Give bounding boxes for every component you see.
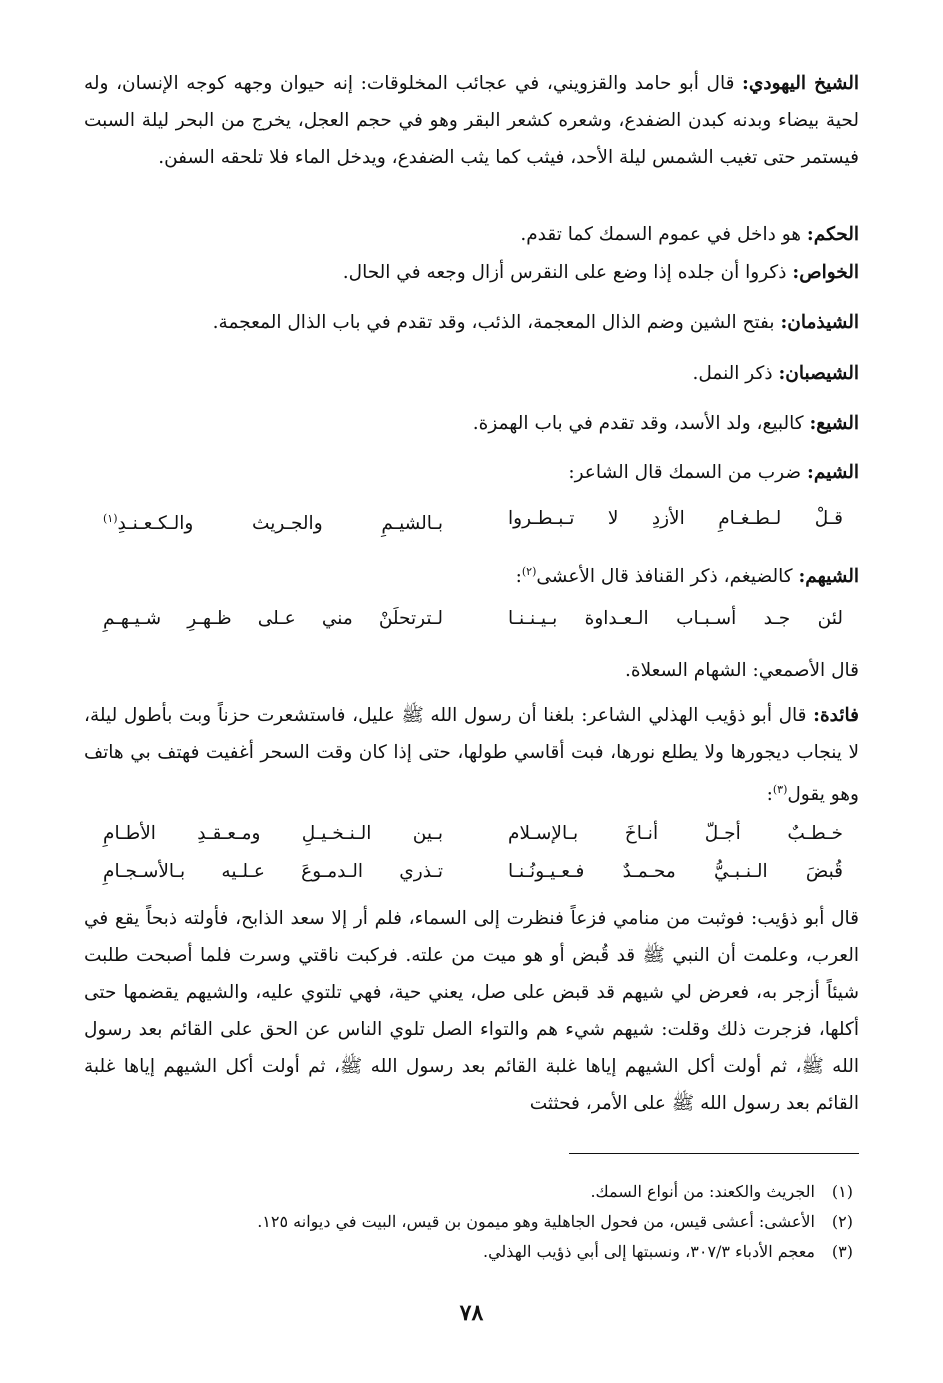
verse-hemistich-right: خـطـبٌ أجـلّ أنـاخَ بـالإسـلام	[508, 823, 843, 844]
abu-dhuayb-paragraph: قال أبو ذؤيب: فوثبت من منامي فزعاً فنظرت إلى السماء، فلم أر إلا سعد الذابح، فأولته ذبحاً يقع في العرب، وعلمت أن النبي ﷺ قد قُبض أو هو ميت من علته. فركبت ناقتي وسرت فلما أصبحت طلبت شيئاً أزجر به، فعرض لي شيهم قد قبض على صل، يعني حية، فهي تلتوي عليه، والشيهم يقضمها حتى أكلها، فزجرت ذلك وقلت: شيهم شيء هم والتواء الصل تلوي الناس عن الحق على القائم بعد رسول الله ﷺ، ثم أولت أكل الشيهم إياها غلبة القائم بعد رسول الله ﷺ، ثم أولت أكل الشيهم إياها غلبة القائم بعد رسول الله ﷺ على الأمر، فحثثت	[84, 908, 859, 1114]
verse-hemistich-left: تـذري الـدمـوعَ عـلـيه بـالأسـجـامِ	[103, 861, 443, 882]
footnote-3	[93, 1237, 853, 1267]
footnote-ref: (٣)	[772, 783, 788, 796]
entry-heading: الخواص:	[792, 262, 859, 283]
faida-paragraph	[84, 697, 859, 813]
footnote-number: (٣)	[831, 1242, 853, 1261]
entry-heading: الشيع:	[809, 413, 859, 434]
verse-row	[103, 853, 843, 890]
entry-heading: الشيهم:	[798, 566, 859, 588]
entry-text: كالبيع، ولد الأسد، وقد تقدم في باب الهمزة.	[472, 413, 810, 434]
footnote-ref: (١)	[103, 512, 118, 525]
entry-text: كالضيغم، ذكر القنافذ قال الأعشى	[536, 566, 799, 588]
page-number: ٧٨	[459, 1300, 484, 1326]
entry-heading: الشيخ اليهودي:	[742, 73, 859, 94]
footnote-ref: (٢)	[521, 565, 537, 578]
verse-hemistich-left: لـترتحلَنْ مني عـلى ظـهـرِ شـيـهـمِ	[103, 608, 443, 629]
entry-shaysaban	[84, 355, 859, 392]
verse-hemistich-left	[103, 500, 443, 542]
footnote-separator	[569, 1153, 859, 1154]
entry-text: ذكر النمل.	[692, 363, 779, 384]
entry-text: :	[766, 784, 773, 806]
entry-heading: الشيذمان:	[780, 312, 859, 333]
entry-text: قال أبو حامد والقزويني، في عجائب المخلوقات: إنه حيوان وجهه كوجه الإنسان، وله لحية بيضاء وبدنه كبدن الضفدع، وشعره كشعر البقر وهو في حجم العجل، يخرج من البحر ليلة السبت فيستمر حتى تغيب الشمس ليلة الأحد، فيثب كما يثب الضفدع، ويدخل الماء فلا تلحقه السفن.	[84, 73, 859, 168]
footnote-2	[93, 1207, 853, 1237]
verse-row	[103, 600, 843, 637]
footnote-text: الجريث والكعند: من أنواع السمك.	[590, 1182, 815, 1201]
verse-hemistich-right: قُبضَ الـنـبـيُّ محـمـدٌ فـعـيـونُـنـا	[508, 861, 843, 882]
entry-shayhum	[84, 553, 859, 595]
entry-shay	[84, 405, 859, 442]
verse-hemistich-left: بـين الـنـخـيـلِ ومـعـقـدِ الأطـامِ	[103, 823, 443, 844]
footnote-number: (١)	[831, 1182, 853, 1201]
entry-text: :	[515, 566, 522, 588]
entry-khawas	[84, 254, 859, 291]
entry-text: ذكروا أن جلده إذا وضع على النقرس أزال وجعه في الحال.	[342, 262, 793, 283]
entry-shidhman	[84, 304, 859, 341]
entry-heading: الشيم:	[806, 462, 859, 483]
verse-row	[103, 500, 843, 537]
verse-hemistich-right: قـلْ لـطـغـامِ الأزدِ لا تـبـطـروا	[508, 508, 843, 529]
entry-shaykh-yahudi	[84, 65, 859, 176]
entry-text: بفتح الشين وضم الذال المعجمة، الذئب، وقد تقدم في باب الذال المعجمة.	[212, 312, 781, 333]
footnote-number: (٢)	[831, 1212, 853, 1231]
entry-hukm	[84, 216, 859, 253]
entry-heading: فائدة:	[813, 705, 859, 726]
footnote-text: معجم الأدباء ٣٠٧/٣، ونسبتها إلى أبي ذؤيب الهذلي.	[483, 1242, 815, 1261]
entry-text: قال أبو ذؤيب الهذلي الشاعر: بلغنا أن رسول الله ﷺ عليل، فاستشعرت حزناً وبت بأطول ليلة، لا ينجاب ديجورها ولا يطلع نورها، فبت أقاسي طولها، حتى إذا كان وقت السحر أغفيت فهتف بي هاتف وهو يقول	[84, 705, 859, 806]
entry-shim	[84, 454, 859, 491]
footnotes	[93, 1177, 853, 1267]
entry-text: ضرب من السمك قال الشاعر:	[568, 462, 807, 483]
verse-hemistich-right: لئن جـد أسـبـاب الـعـداوة بـيـنـنـا	[508, 608, 843, 629]
footnote-1	[93, 1177, 853, 1207]
asmai-note: قال الأصمعي: الشهام السعلاة.	[625, 660, 859, 681]
footnote-text: الأعشى: أعشى قيس، من فحول الجاهلية وهو ميمون بن قيس، البيت في ديوانه ١٢٥.	[257, 1212, 815, 1231]
entry-text: هو داخل في عموم السمك كما تقدم.	[520, 224, 807, 245]
verse-row	[103, 815, 843, 852]
entry-heading: الحكم:	[806, 224, 859, 245]
verse-text: بـالشيـمِ والجـريث والـكـعـنـدِ	[117, 513, 443, 535]
entry-heading: الشيصبان:	[778, 363, 859, 384]
